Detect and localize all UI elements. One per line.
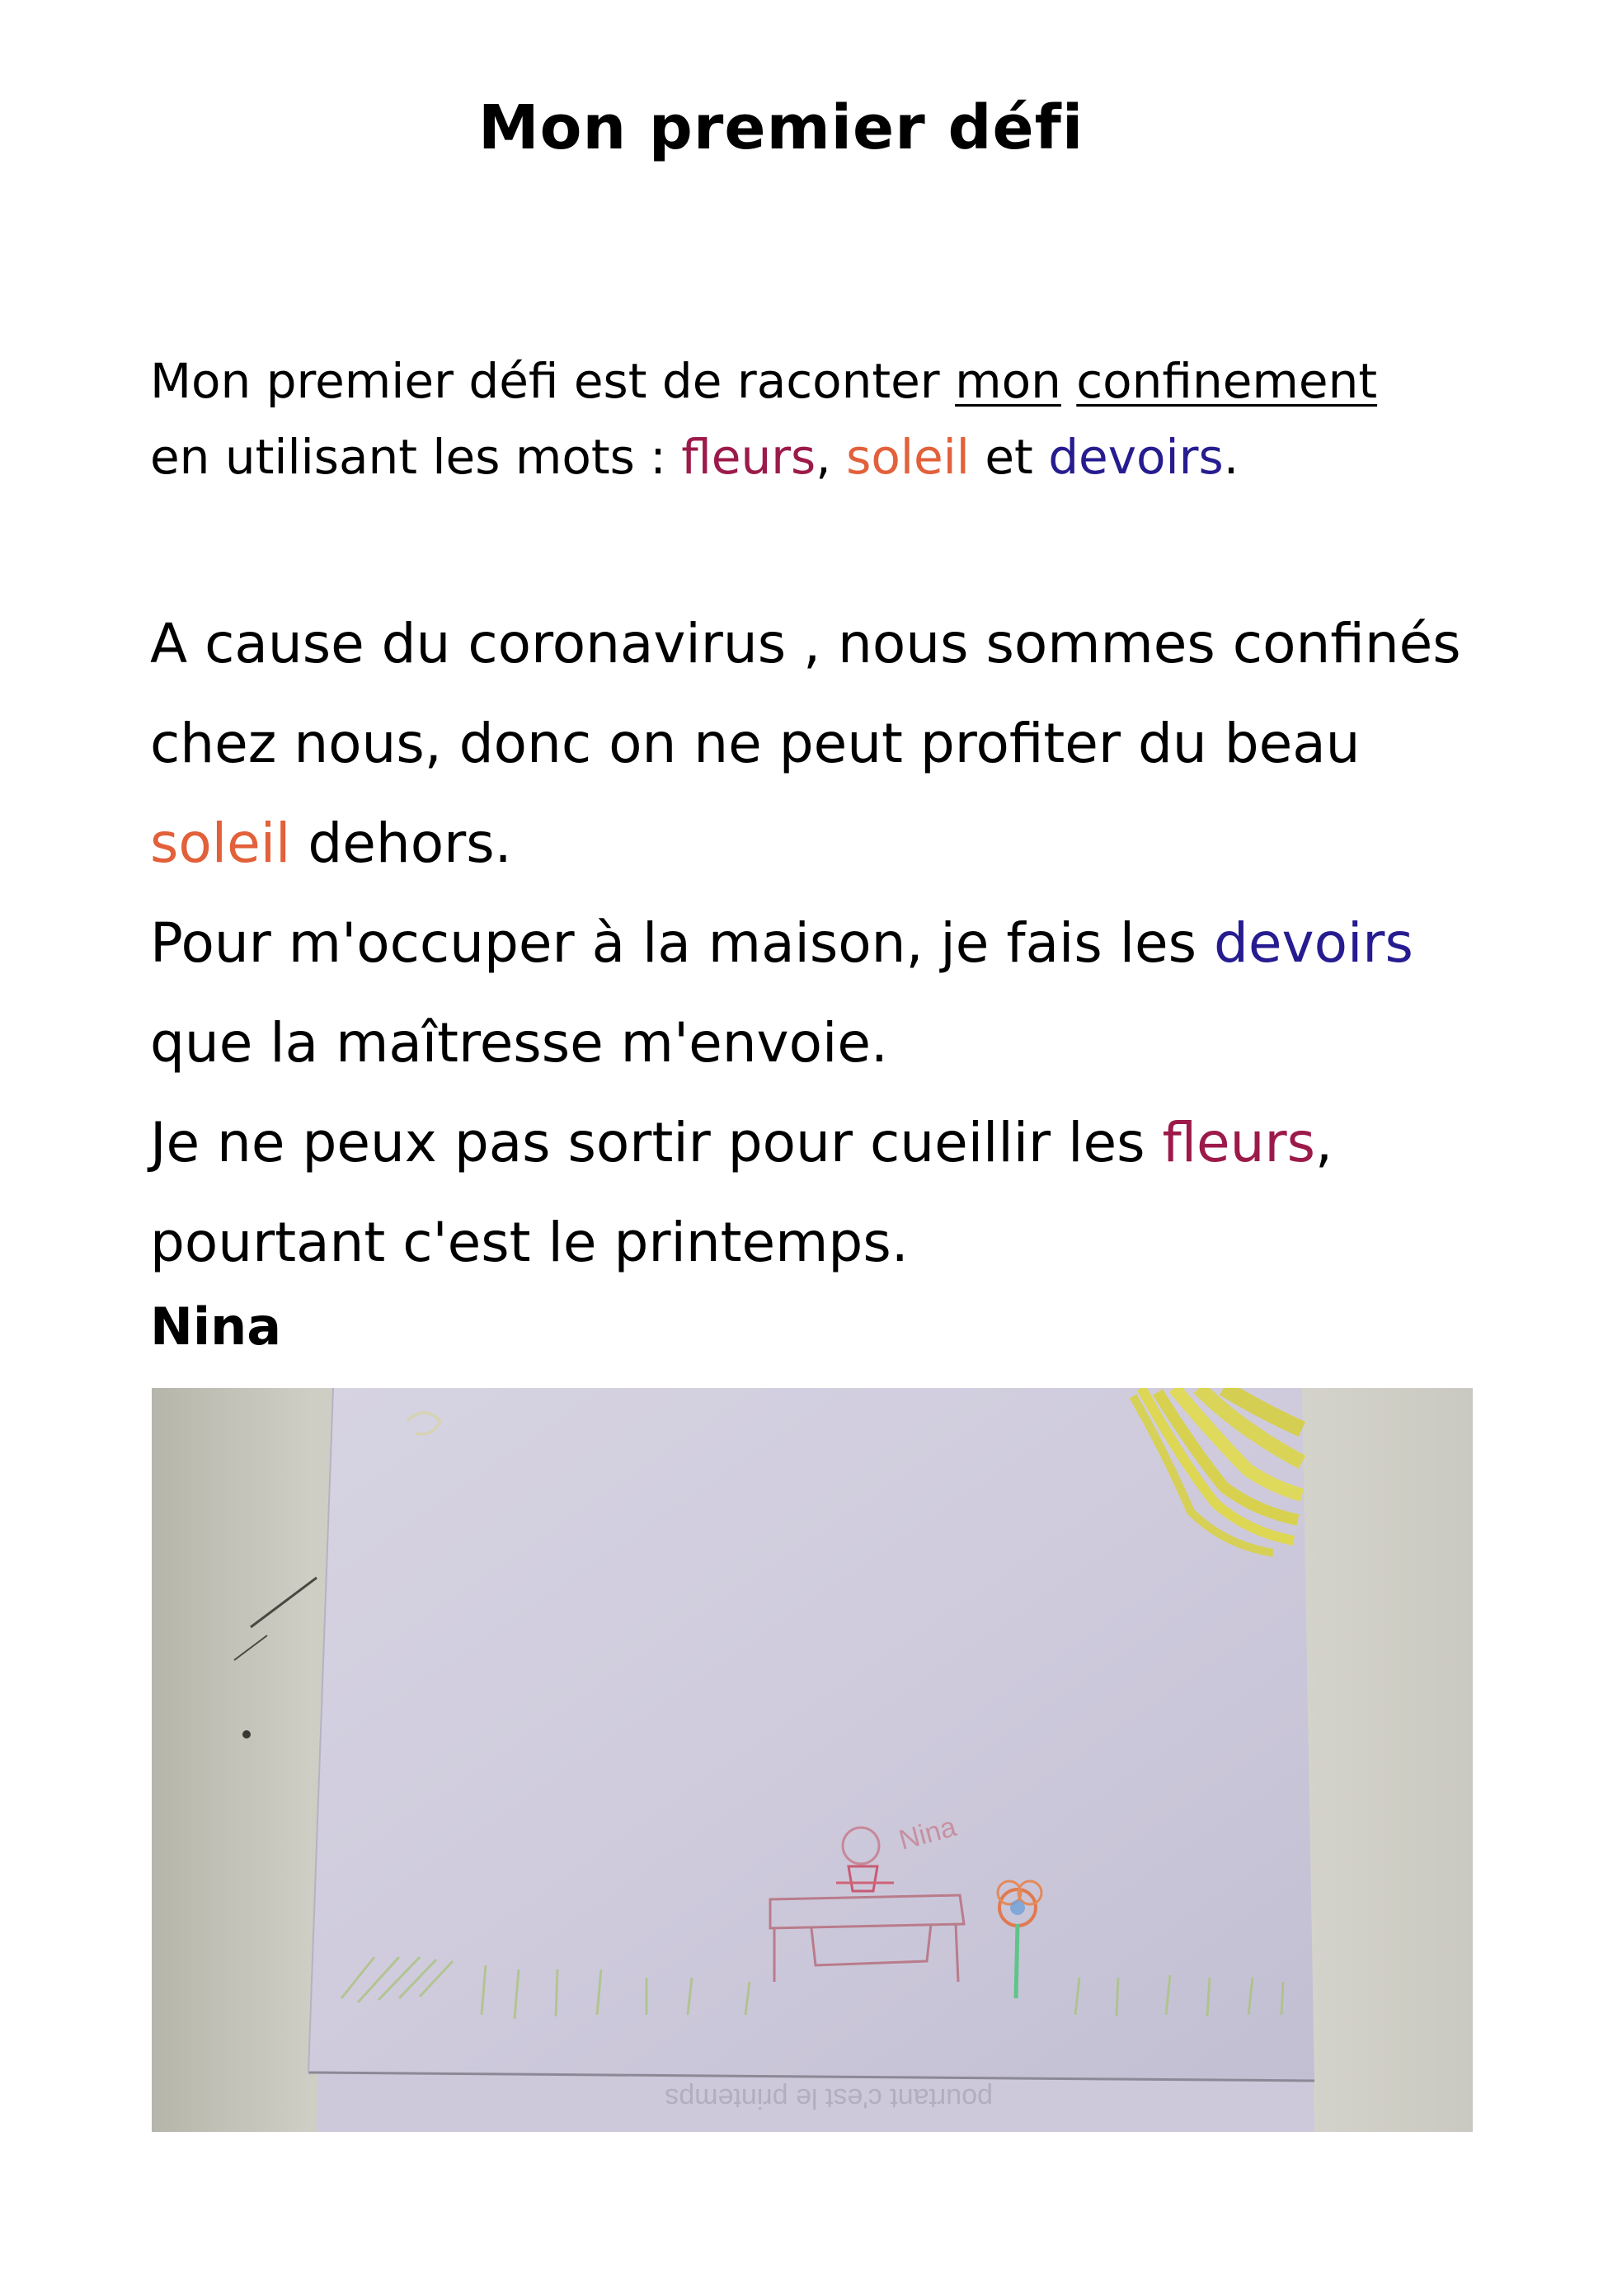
intro-line-2 bbox=[150, 419, 1502, 495]
story-paragraph bbox=[150, 594, 1552, 1292]
keyword-fleurs: fleurs bbox=[681, 429, 816, 485]
intro-conjunction: et bbox=[969, 429, 1049, 485]
story-text: Pour m'occuper à la maison, je fais les bbox=[150, 911, 1215, 975]
drawn-signature-nina: Nina bbox=[896, 1810, 960, 1856]
intro-space bbox=[831, 429, 846, 485]
intro-period: . bbox=[1223, 429, 1239, 485]
story-text: Je ne peux pas sortir pour cueillir les bbox=[150, 1111, 1163, 1174]
intro-line-1 bbox=[150, 343, 1502, 419]
story-line bbox=[150, 1093, 1552, 1193]
author-signature: Nina bbox=[150, 1296, 282, 1357]
keyword-soleil: soleil bbox=[846, 429, 970, 485]
page-title: Mon premier défi bbox=[478, 92, 1084, 163]
story-line: A cause du coronavirus , nous sommes confinés bbox=[150, 612, 1461, 675]
underlined-word-confinement: confinement bbox=[1076, 353, 1378, 409]
keyword-fleurs: fleurs bbox=[1162, 1111, 1316, 1174]
story-line: que la maîtresse m'envoie. bbox=[150, 1011, 888, 1075]
intro-text: Mon premier défi est de raconter bbox=[150, 353, 956, 409]
intro-space bbox=[1061, 353, 1076, 409]
child-drawing-photo bbox=[152, 1388, 1473, 2132]
story-line bbox=[150, 793, 1552, 893]
drawing-paper bbox=[308, 1388, 1314, 2081]
intro-text: en utilisant les mots : bbox=[150, 429, 682, 485]
showthrough-text: pourtant c'est le printemps bbox=[665, 2082, 993, 2114]
story-line bbox=[150, 893, 1552, 993]
drawing-illustration bbox=[152, 1388, 1473, 2132]
story-comma: , bbox=[1315, 1111, 1333, 1174]
story-line: pourtant c'est le printemps. bbox=[150, 1211, 909, 1274]
keyword-soleil: soleil bbox=[150, 812, 291, 875]
intro-comma: , bbox=[816, 429, 831, 485]
intro-paragraph bbox=[150, 343, 1502, 495]
keyword-devoirs: devoirs bbox=[1048, 429, 1224, 485]
story-line: chez nous, donc on ne peut profiter du beau bbox=[150, 712, 1361, 775]
underlined-word-mon: mon bbox=[955, 353, 1061, 409]
keyword-devoirs: devoirs bbox=[1214, 911, 1413, 975]
story-text: dehors. bbox=[290, 812, 512, 875]
